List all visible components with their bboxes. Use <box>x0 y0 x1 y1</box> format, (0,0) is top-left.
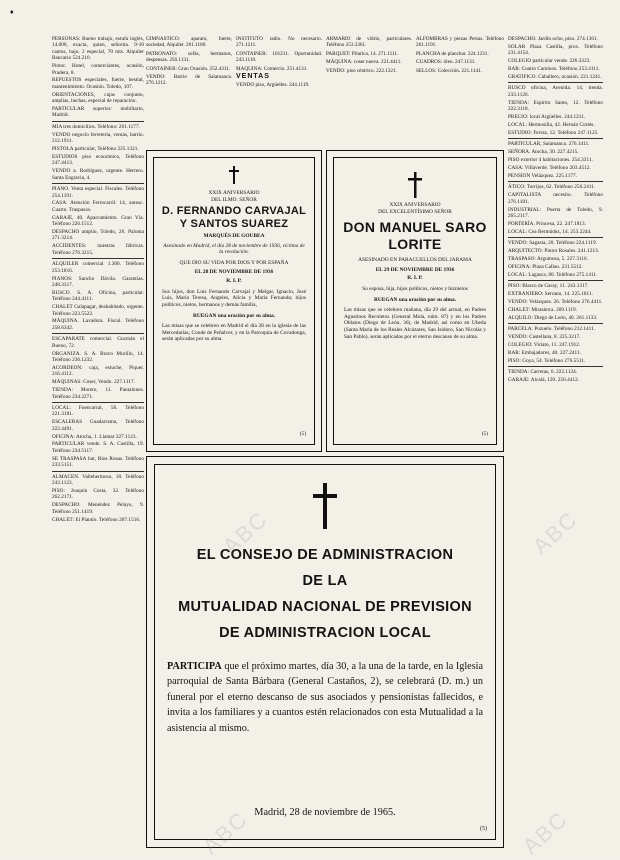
classified-ad: EXTRANJERO: Serrano, 14. 225.1811. <box>508 291 593 298</box>
classified-ad: PATRONATO: sofás, hermanos, despensas. 256.1131. <box>146 50 232 64</box>
classified-ad: Pintor. Hotel, comerciantes, ocasión, Pradera, 8. <box>52 63 144 76</box>
column-divider <box>508 366 603 367</box>
classified-ad: PARTICULAR superior: mobiliario, Madrid. <box>52 106 144 119</box>
classified-ad: PISO: Goya, 54. Teléfono 276.5511. <box>508 357 586 364</box>
classified-ad: PISO: Joaquín Costa, 32. Teléfono 262.2171. <box>52 487 144 501</box>
classified-ad: SELLOS: Colección. 221.1141. <box>416 67 482 74</box>
memorial-notice-saro <box>326 150 504 452</box>
participa-lead: PARTICIPA <box>167 661 222 672</box>
notice-inner-border <box>154 464 496 840</box>
classified-ad: CONTAINER: 101211. Oportunidad. 243.1110. <box>236 50 322 64</box>
classified-ad: ARQUITECTO: Pintor Rosales. 241.1213. <box>508 248 600 255</box>
classified-ad: OFICINA: Atocha, 1. Llamar 227.1123. <box>52 433 137 440</box>
left-classifieds-column <box>52 36 144 831</box>
classified-ad: INDUSTRIAL: Puerta de Toledo, 9. 265.2117. <box>508 206 603 219</box>
classified-ad: ALQUILO: Diego de León, 40. 261.1133. <box>508 314 598 321</box>
classified-ad: PISO: Blasco de Garay, 11. 243.1317. <box>508 283 589 290</box>
classified-ad: ALMACEN. Vallehermoso, 18. Teléfono 243.1123. <box>52 473 144 486</box>
classified-ad: PRECIO: local Argüelles. 244.1211. <box>508 114 586 121</box>
column-divider <box>508 181 603 182</box>
right-classifieds-column <box>508 36 603 831</box>
classified-ad: MAQUINA: Comercio. 251.4131. <box>236 65 308 72</box>
deceased-name-line2: LORITE <box>388 236 442 253</box>
notice-code: (5) <box>481 431 488 438</box>
classified-ad: TIENDA: Moreto, 11. Pantalones. Teléfono 234.2271. <box>52 387 144 400</box>
column-divider <box>52 471 144 472</box>
classified-ad: VENDO: piso céntrico. 222.1321. <box>326 67 397 74</box>
classified-ad: ALQUILER comercial 1.300. Teléfono 253.1816. <box>52 261 144 274</box>
classified-ad: VENDO: Velázquez. 26. Teléfono 276.4411. <box>508 299 603 305</box>
notice-note: Asesinado en Madrid, el día 28 de noviembre de 1936, víctima de la revolución. <box>163 242 305 256</box>
classified-ad: PARTICULAR, Salamanca. 276.1411. <box>508 141 590 148</box>
classified-ad: GRATIFICO. Caballero, ocasión. 221.1241. <box>508 74 602 81</box>
death-date: EL 28 DE NOVIEMBRE DE 1936 <box>194 268 274 275</box>
classified-ad: BAR: Cuatro Caminos. Teléfono 253.4111. <box>508 66 600 73</box>
notice-code: (5) <box>480 826 487 833</box>
classified-ad: GARAJE: Alcalá, 120. 256.4412. <box>508 377 580 384</box>
column-divider <box>52 121 144 122</box>
classified-ad: TIENDA: Espíritu Santo, 12. Teléfono 222.3118. <box>508 99 603 113</box>
honorific: DEL EXCELENTÍSIMO SEÑOR <box>378 208 452 215</box>
classified-ad: CHALET: El Plantío. Teléfono 207.1516. <box>52 516 141 523</box>
mutualidad-funeral-notice <box>146 456 504 848</box>
classified-ad: VENDO: Barrio de Salamanca. 276.1212. <box>146 74 232 87</box>
classified-ad: PARQUET: Pilarica, 14. 271.1111. <box>326 50 399 57</box>
classified-ad: CAPITALISTA necesito. Teléfono 276.1181. <box>508 192 603 205</box>
notice-inner-border <box>333 157 497 445</box>
classified-ad: LOCAL: Lagasca, 80. Teléfono 275.1411. <box>508 271 598 278</box>
classified-ad: REPUESTOS especiales, fuerte, bestial, mantenimiento. Ocasión. Toledo, 107. <box>52 77 144 90</box>
classified-ad: OFICINA: Plaza Callao. 231.5512. <box>508 263 583 270</box>
classified-ad: MIA tres domicilios. Teléfono: 261.1177. <box>52 123 140 130</box>
column-divider <box>52 258 144 259</box>
classified-ad: ORGANIZA. S. A. Bravo Murillo, 14. Teléfono 236.1232. <box>52 350 144 363</box>
classified-ad: MÁQUINA. Lavadora. Fiscal. Teléfono 258.6342. <box>52 318 144 331</box>
cross-icon <box>313 483 337 529</box>
rip-label: R. I. P. <box>407 275 423 282</box>
classified-ad: DESPACHO amplio, Toledo, 26. Paloma 271.3214. <box>52 229 144 242</box>
classified-ad: TIENDA: Carretas, 6. 222.1124. <box>508 369 578 376</box>
died-line: QUE DIO SU VIDA POR DIOS Y POR ESPAÑA <box>179 259 289 266</box>
classified-ad: ORIENTACIONES, cajas conjunto, amplias, hechas, especial de reparación. <box>52 91 144 105</box>
top-classifieds-strip-1 <box>146 36 232 146</box>
abc-watermark: ABC <box>527 506 583 560</box>
classified-ad: COLEGIO particular vende. 226.3323. <box>508 58 591 65</box>
deceased-name-line1: D. FERNANDO CARVAJAL <box>161 205 307 218</box>
classified-ad: PLANCHA de planchar. 224.1231. <box>416 50 489 57</box>
classified-ad: ACCIDENTES: nuestras fábricas. Teléfono 276.3215. <box>52 243 144 256</box>
classified-ad: PIANOS: Sancho Dávila. Garantías. 248.3317. <box>52 275 144 288</box>
date-signoff: Madrid, 28 de noviembre de 1965. <box>254 807 396 818</box>
section-heading: VENTAS <box>236 73 270 81</box>
top-classifieds-strip-4 <box>416 36 504 146</box>
classified-ad: BUSCO. S. A. Oficina, particular. Teléfono 244.4111. <box>52 289 144 303</box>
classified-ad: CONTAINER: Gran Ocasión. 252.4311. <box>146 65 231 72</box>
abc-watermark: ABC <box>517 806 573 860</box>
classified-ad: GIMNASTICO: aparato, fuerte, sociedad, Alquiler. 261.1180. <box>146 36 232 49</box>
abc-watermark: ABC <box>217 506 273 560</box>
classified-ad: PERSONAS: Bueno trabajo, estufa inglés, 14.000, exacta, quien, señorita. 9-10 cantos, bajo. 2 especial, 70 mts. Alquiler Bancario 524.210. <box>52 36 144 62</box>
column-divider <box>508 323 603 324</box>
classified-ad: ESTUDIOS piso económico, Teléfono 247.4413. <box>52 154 144 167</box>
honorific: DEL ILMO. SEÑOR <box>211 196 257 203</box>
classified-ad: VENDO negocio ferretería, ventas, barrio. 212.1911. <box>52 131 144 145</box>
column-divider <box>52 183 144 184</box>
classified-ad: CASA: Atención Ferrocarril. 14, autosc. Cuarto. Traspasos. <box>52 200 144 213</box>
classified-ad: MÁQUINAS: Coser, Vendo. 227.1117. <box>52 379 135 386</box>
family-list: Sus hijos, don Luis Fernando Carvajal y Melgar, Ignacio, José Luis, María Teresa, Angeles, Alicia y María Fernanda; hijos políticos, nietos, hermanos y demás familia, <box>162 288 306 308</box>
prayer-request: RUEGAN una oración por su alma. <box>374 296 456 303</box>
classified-ad: ALFOMBRAS y piezas Persas. Teléfono 261.1191. <box>416 36 504 49</box>
classified-ad: LOCAL: Hermosilla, 42. Hernán Cortés. <box>508 121 595 128</box>
classified-ad: CHALET: Mirasierra. 209.1119. <box>508 306 577 313</box>
classified-ad: COLEGIO: Viriato, 11. 247.1912. <box>508 342 581 349</box>
rip-label: R. I. P. <box>226 278 242 285</box>
cross-icon <box>229 166 239 184</box>
classified-ad: GARAJE, 40. Aparcamiento. Gran Vía. Teléfono 226.1512. <box>52 214 144 228</box>
classified-ad: ACORDEON: caja, estuche, Piquer. 216.4112. <box>52 364 144 378</box>
column-divider <box>508 138 603 139</box>
mass-details: Las misas que se celebren mañana, día 29 del actual, en Padres Agustinos Recoletos (General Mola, núm. 87) y en los Padres Oblatos (Diego de León, 36), de Madrid, así como en Ubeda (Santa María de los Reales Alcázares, San Isidoro, San Nicolás y San Pablo), serán aplicadas por el eterno descanso de su alma. <box>344 307 486 340</box>
anniversary-label: XXIX ANIVERSARIO <box>389 202 441 208</box>
family-list: Su esposa, hija, hijos políticos, nietos y biznietos <box>362 285 468 292</box>
memorial-notice-carvajal <box>146 150 322 452</box>
column-divider <box>508 82 603 83</box>
prayer-request: RUEGAN una oración por su alma. <box>193 312 275 319</box>
classified-ad: PARCELA: Pozuelo. Teléfono 212.1411. <box>508 326 596 333</box>
classified-ad: VENDO: Sagasta, 20. Teléfono 224.1119. <box>508 240 597 247</box>
classified-ad: BUSCO oficina, Avenida. 14, tienda. 233.1126. <box>508 85 603 98</box>
cross-icon <box>408 172 422 198</box>
classified-ad: LOCAL: Cea Bermúdez, 14. 253.2244. <box>508 228 592 235</box>
classified-ad: ESCALERAS Guadarrama, Teléfono 222.4491. <box>52 419 144 432</box>
classified-ad: VENDO piso, Argüelles. 244.1119. <box>236 82 310 89</box>
notice-code: (5) <box>299 431 306 438</box>
killed-line: ASESINADO EN PARACUELLOS DEL JARAMA <box>358 257 472 264</box>
classified-ad: PARTICULAR vende. S. A. Castilla, 19. Teléfono 234.5117. <box>52 441 144 454</box>
column-divider <box>508 280 603 281</box>
classified-ad: ÁTICO: Torrijos, 62. Teléfono 256.2411. <box>508 184 596 191</box>
column-divider <box>508 237 603 238</box>
classified-ad: MÁQUINA: coser nueva. 221.4411. <box>326 59 402 66</box>
classified-ad: ESCAPARATE comercial. Guzmán el Bueno, 72. <box>52 336 144 349</box>
classified-ad: CASA: Villaverde. Teléfono 203.4512. <box>508 165 591 171</box>
abc-watermark: ABC <box>197 806 253 860</box>
anniversary-label: XXIX ANIVERSARIO <box>208 190 260 196</box>
top-classifieds-strip-2 <box>236 36 322 146</box>
announcement-body: que el próximo martes, día 30, a la una de la tarde, en la Iglesia parroquial de Santa Bárbara (General Castaños, 2), se celebrará (D. m.) un funeral por el eterno descanso de sus asociados y pensionistas fallecidos, e invita a los familiares y a cuantos estén relacionados con esta Mutualidad a la asistencia al mismo. <box>167 661 484 734</box>
notice-inner-border <box>153 157 315 445</box>
classified-ad: BAR: Embajadores, 40. 227.2411. <box>508 349 581 356</box>
classified-ad: CHALET Galapagar, deshabitado, urgente. Teléfono 223.5522. <box>52 304 144 317</box>
council-line: EL CONSEJO DE ADMINISTRACION <box>196 547 454 563</box>
classified-ad: INSTITUTO radio. No necesario. 271.1211. <box>236 36 322 49</box>
classified-ad: PENSION Velázquez. 225.1177. <box>508 172 577 179</box>
mutualidad-name-line: MUTUALIDAD NACIONAL DE PREVISION <box>178 599 472 615</box>
mass-details: Las misas que se celebren en Madrid el día 28 en la iglesia de las Mercedarias, Conde de Peñalver, y en la Parroquia de Covadonga, serán aplicadas por su alma. <box>162 323 306 343</box>
administracion-local-line: DE ADMINISTRACION LOCAL <box>219 625 431 641</box>
de-la-line: DE LA <box>302 573 348 589</box>
column-divider <box>52 333 144 334</box>
classified-ad: DESPACHO: Menéndez Pelayo, 9. Teléfono 251.1419. <box>52 502 144 515</box>
classified-ad: VENDO a. Rodríguez, urgente. Herrero. Santa Engracia, 4. <box>52 168 144 181</box>
death-date: EL 29 DE NOVIEMBRE DE 1936 <box>375 266 455 273</box>
classified-ad: PIANO. Venta especial. Fiscales. Teléfono 254.1191. <box>52 186 144 199</box>
classified-ad: ESTUDIO: Ferraz, 12. Teléfono 247.1125. <box>508 129 599 136</box>
classified-ad: PISTOLA particular, Teléfono 225.1321. <box>52 146 139 153</box>
classified-ad: PISO exterior 4 habitaciones. 254.3311. <box>508 157 593 164</box>
classified-ad: VENDO: Castellana, 8. 225.3217. <box>508 334 581 341</box>
classified-ad: LOCAL: Fuencarral, 58. Teléfono 221.3181. <box>52 404 144 418</box>
classified-ad: CUADROS: óleo. 247.1131. <box>416 59 476 66</box>
classified-ad: SOLAR Plaza Castilla, prox. Teléfono 231.4154. <box>508 43 603 57</box>
page-corner-mark: ♦ <box>10 8 14 16</box>
classified-ad: PORTERÍA. Princesa, 22. 247.1813. <box>508 220 586 227</box>
classified-ad: ARMARIO de vidrio, particulares. Teléfono 253.3361. <box>326 36 412 49</box>
classified-ad: SEÑORA. Atocha, 30. 227.4215. <box>508 149 579 156</box>
deceased-name-line1: DON MANUEL SARO <box>343 219 487 236</box>
top-classifieds-strip-3 <box>326 36 412 146</box>
deceased-name-line2: Y SANTOS SUAREZ <box>179 218 289 231</box>
funeral-announcement-text <box>167 659 483 736</box>
classified-ad: TRASPASO: Argumosa, 5. 227.3116. <box>508 255 588 262</box>
classified-ad: SE TRASPASA bar, Ríos Rosas. Teléfono 233.5151. <box>52 455 144 469</box>
column-divider <box>52 402 144 403</box>
classified-ad: DESPACHO. Jardín ocho, piso. 274.1361. <box>508 36 599 42</box>
noble-title: MARQUÉS DE GOUBEA <box>203 233 265 240</box>
